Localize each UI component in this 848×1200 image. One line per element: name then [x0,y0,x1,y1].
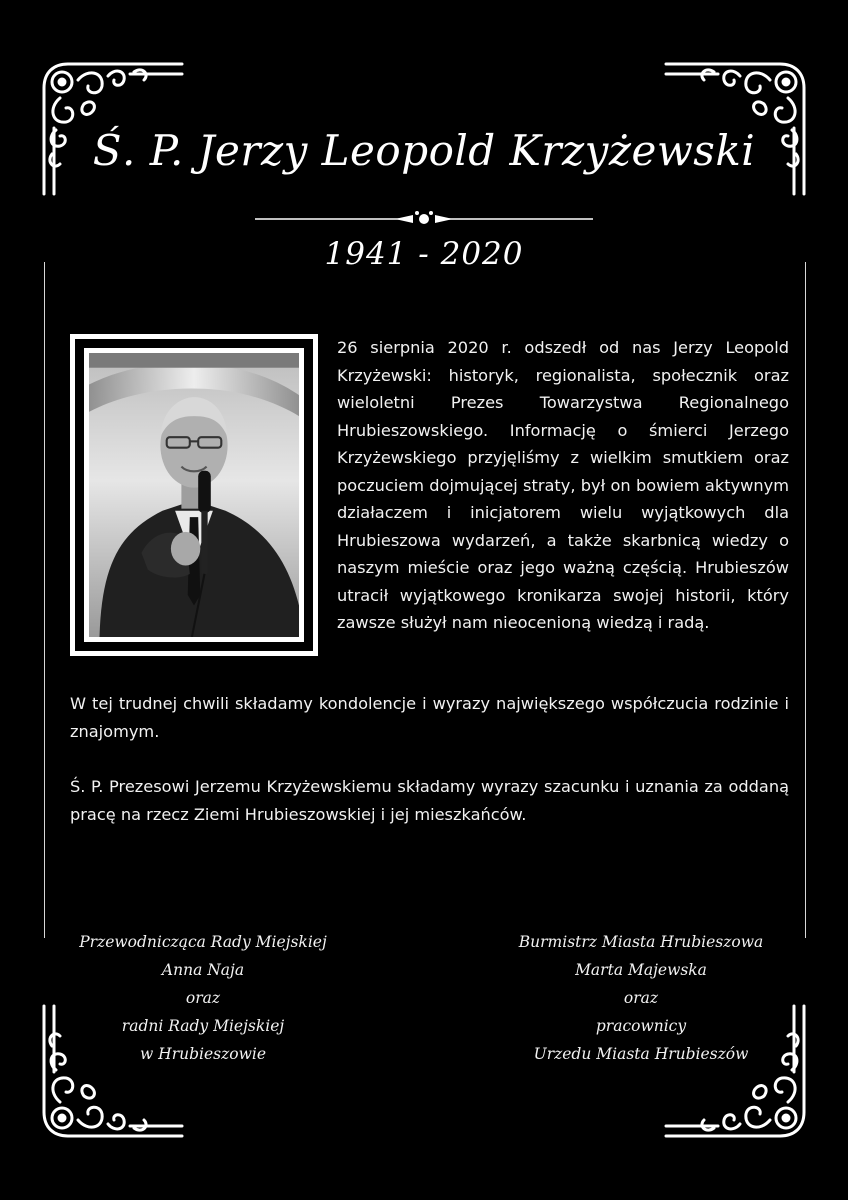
signature-left-place: w Hrubieszowie [139,1045,266,1063]
signature-right-name: Marta Majewska [575,961,707,979]
signature-right-conjunction: oraz [623,989,659,1007]
life-years: 1941 - 2020 [324,236,524,272]
signature-left [33,928,373,1068]
biography-text: 26 sierpnia 2020 r. odszedł od nas Jerzy Leopold Krzyżewski: historyk, regionalista, społecznik oraz wieloletni Prezes Towarzystwa Regionalnego Hrubieszowskiego. Informację o śmierci Jerzego Krzyżewskiego przyjęliśmy z wielkim smutkiem oraz poczuciem dojmującej straty, był on bowiem aktywnym działaczem i inicjatorem wielu wyjątkowych dla Hrubieszowa wydarzeń, a także skarbnicą wiedzy o naszym mieście oraz jego ważną częścią. Hrubieszów utracił wyjątkowego kronikarza swojej historii, który zawsze służył nam nieocenioną wiedzą i radą. [337,338,789,632]
signature-left-title: Przewodnicząca Rady Miejskiej [79,933,327,951]
portrait-frame [70,334,318,656]
divider-ornament-icon [255,209,593,229]
signature-left-name: Anna Naja [161,961,245,979]
signature-right-group: pracownicy [595,1017,687,1035]
left-border-line [44,262,45,938]
condolences-text: W tej trudnej chwili składamy kondolencje i wyrazy największego współczucia rodzinie i znajomym. [70,694,789,741]
signature-left-conjunction: oraz [185,989,221,1007]
signature-right-place: Urzedu Miasta Hrubieszów [533,1045,749,1063]
page-title: Ś. P. Jerzy Leopold Krzyżewski [92,126,756,175]
portrait-photo [89,353,299,637]
right-border-line [805,262,806,938]
signature-right [471,928,811,1068]
signature-right-title: Burmistrz Miasta Hrubieszowa [518,933,764,951]
tribute-text: Ś. P. Prezesowi Jerzemu Krzyżewskiemu składamy wyrazy szacunku i uznania za oddaną pracę na rzecz Ziemi Hrubieszowskiej i jej mieszkańców. [70,777,789,824]
signature-left-group: radni Rady Miejskiej [121,1017,285,1035]
